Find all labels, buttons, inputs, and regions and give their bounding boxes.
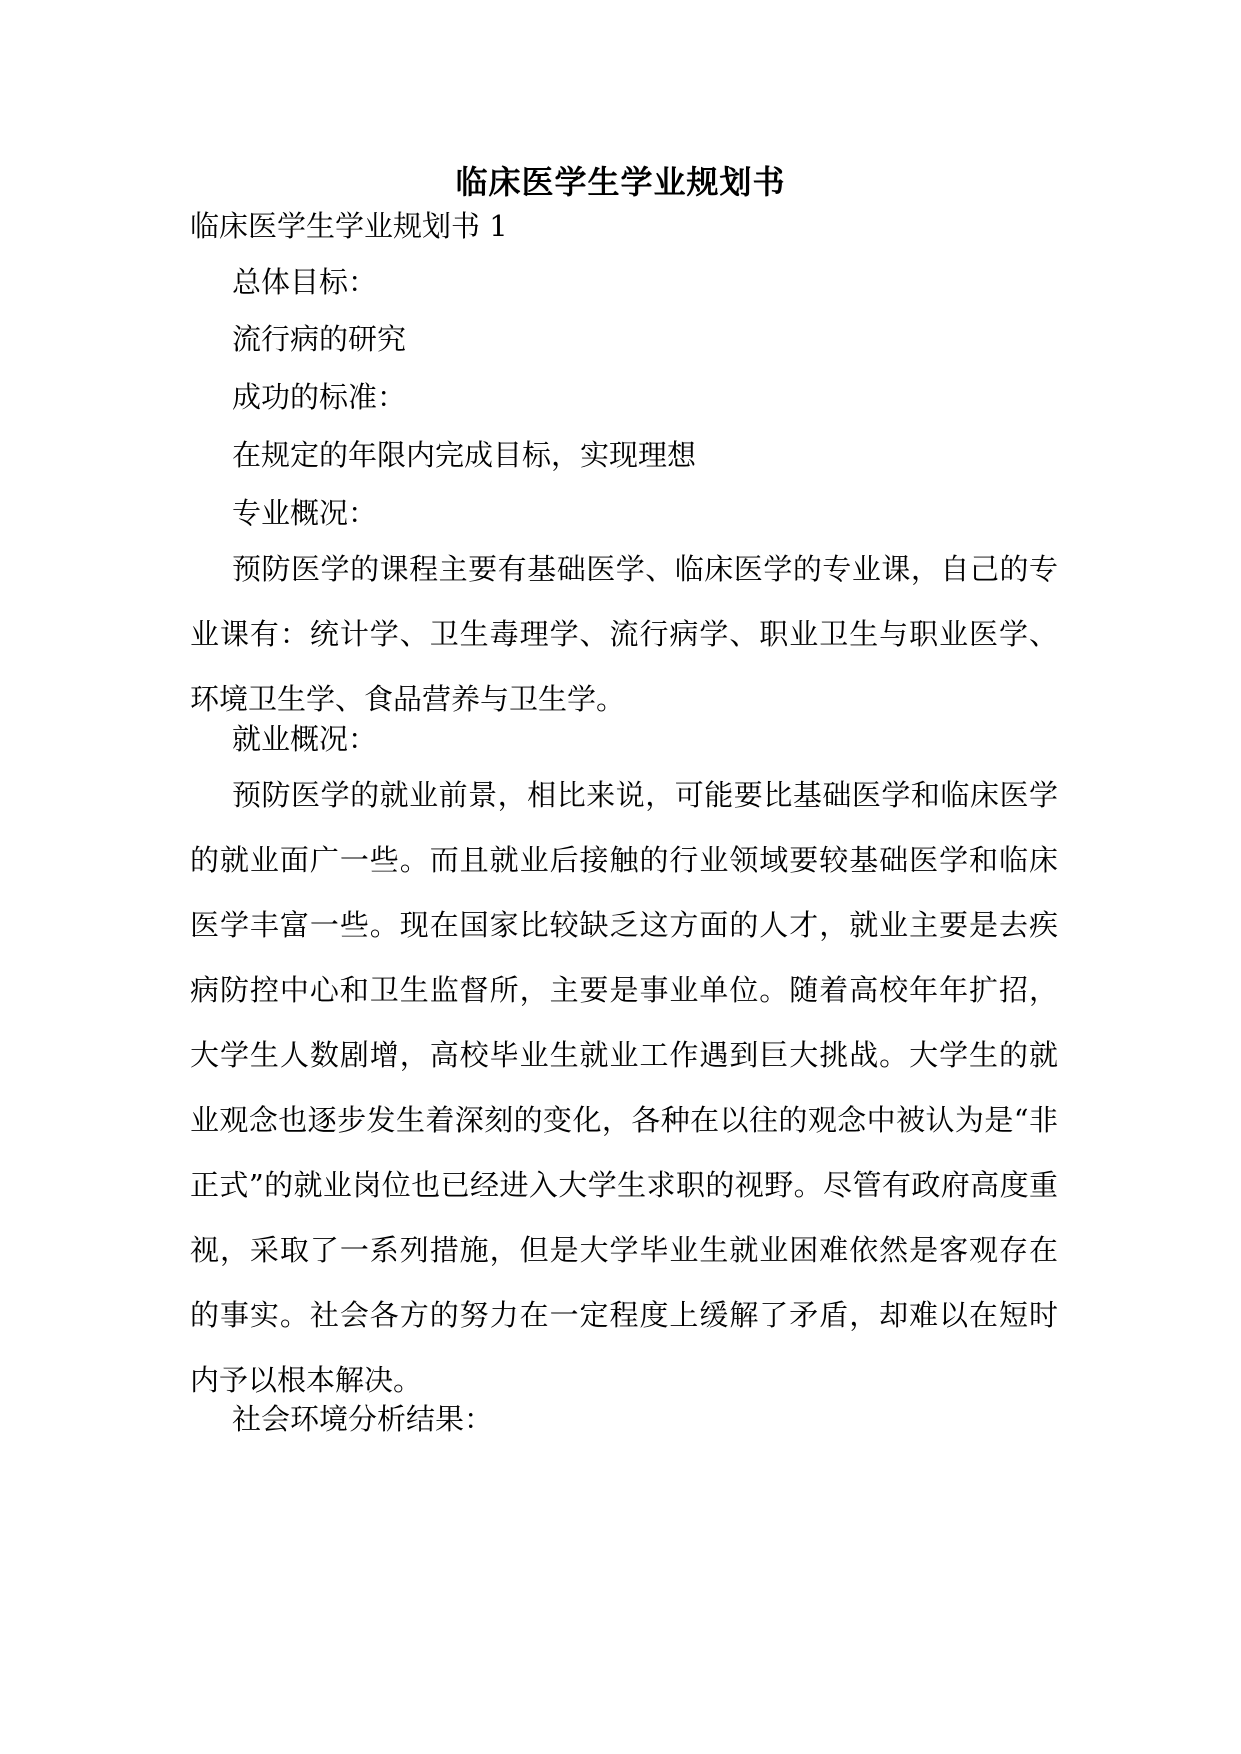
success-text: 在规定的年限内完成目标，实现理想 <box>232 438 697 472</box>
employment-paragraph: 预防医学的就业前景，相比来说，可能要比基础医学和临床医学的就业面广一些。而且就业后接触的行业领域要较基础医学和临床医学丰富一些。现在国家比较缺乏这方面的人才，就业主要是去疾病防控中心和卫生监督所，主要是事业单位。随着高校年年扩招，大学生人数剧增，高校毕业生就业工作遇到巨大挑战。大学生的就业观念也逐步发生着深刻的变化，各种在以往的观念中被认为是“非正式”的就业岗位也已经进入大学生求职的视野。尽管有政府高度重视，采取了一系列措施，但是大学毕业生就业困难依然是客观存在的事实。社会各方的努力在一定程度上缓解了矛盾，却难以在短时内予以根本解决。 <box>190 778 1058 1397</box>
goal-heading: 总体目标： <box>232 265 378 299</box>
document-title: 临床医学生学业规划书 <box>455 163 786 201</box>
major-paragraph: 预防医学的课程主要有基础医学、临床医学的专业课，自己的专业课有：统计学、卫生毒理学、流行病学、职业卫生与职业医学、环境卫生学、食品营养与卫生学。 <box>190 552 1058 716</box>
society-heading: 社会环境分析结果： <box>232 1402 494 1436</box>
success-heading: 成功的标准： <box>232 380 407 414</box>
document-subtitle: 临床医学生学业规划书 1 <box>190 209 508 243</box>
goal-text: 流行病的研究 <box>232 322 407 356</box>
major-heading: 专业概况： <box>232 496 378 530</box>
employment-heading: 就业概况： <box>232 722 378 756</box>
